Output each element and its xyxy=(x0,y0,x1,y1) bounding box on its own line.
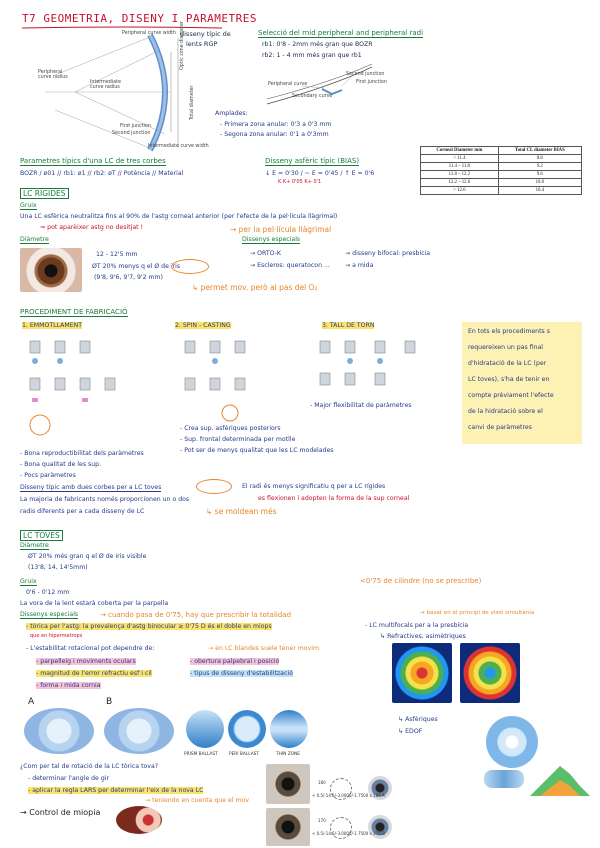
diagram-label: Optic zone diameter xyxy=(180,21,185,70)
diagram-label: Second junction xyxy=(112,131,151,136)
rotation-factor: - forma i mida cornia xyxy=(36,682,101,689)
table-header: Corneal Diameter mm xyxy=(421,147,499,155)
diametre-heading: Diàmetre xyxy=(20,236,49,243)
fabrication-process-diagrams xyxy=(20,333,460,433)
radius-note: El radi és menys significatiu q per a LC rígides xyxy=(242,483,386,490)
multifocal-type: ↳ Asfèriques xyxy=(398,716,438,723)
rotation-note: → teniendo en cuenta que el mov. xyxy=(145,797,251,804)
simultaneous-note: → basat en el principi de visió simultània xyxy=(420,610,535,616)
especial-item: → a mida xyxy=(345,262,374,269)
figure-label: A xyxy=(28,697,35,707)
toves-heading: LC TOVES xyxy=(20,530,63,541)
gruix-heading: Gruix xyxy=(20,202,37,209)
lens-profile-image xyxy=(484,770,524,788)
params-line: BOZR / ø01 // rb1: ø1 // rb2: øT // Potència // Material xyxy=(20,170,184,177)
lens-label: THIN ZONE xyxy=(276,752,300,757)
iris-circle-mark xyxy=(171,259,209,274)
diametre-text: 12 - 12'5 mm xyxy=(96,251,138,258)
junction-diagram xyxy=(262,64,412,109)
lens-note: lents RGP xyxy=(186,40,218,48)
note-line: compte prèviament l'efecte xyxy=(468,392,554,399)
toric-text: - tòrica per l'astg: la prevalença d'astg binocular ≥ 0'75 D és el doble en miops xyxy=(26,623,272,630)
multifocal-heading: - LC multifocals per a la presbícia xyxy=(365,622,469,629)
hydration-sticky-note xyxy=(462,322,582,444)
rb2-text: rb2: 1 - 4 mm més gran que rb1 xyxy=(262,52,362,59)
lars-rx-line: < 0.5/-14.5/-3.0000/-1.7500 x 170 B xyxy=(312,831,385,836)
amplades-line: - Segona zona anular: 0'1 a 0'3mm xyxy=(220,131,329,138)
fabrication-heading: PROCEDIMENT DE FABRICACIÓ xyxy=(20,308,128,316)
diametre-text: ØT 20% menys q el Ø de iris xyxy=(92,263,181,270)
lars-axis-label: 180 xyxy=(318,780,326,785)
slit-lamp-photo xyxy=(266,808,310,846)
moulding-note: - Bona reproductibilitat dels paràmetres xyxy=(20,450,144,457)
diagram-label: First junction xyxy=(356,80,387,85)
edof-lens-image xyxy=(486,716,538,768)
toves-diametre-text: ØT 20% més gran q el Ø de iris visible xyxy=(28,553,147,560)
diagram-label: Intermediate curve radius xyxy=(90,80,121,90)
astg-warning: ⇒ pot aparèixer astg no desitjat ! xyxy=(40,224,143,231)
params-heading: Parametres típics d'una LC de tres corbes xyxy=(20,157,166,165)
rotation-factor: - parpelleig i moviments oculars xyxy=(36,658,136,665)
lens-cross-section-diagram xyxy=(30,21,220,155)
spin-note: - Crea sup. asfèriques posteriors xyxy=(180,425,281,432)
rotation-step: - determinar l'angle de gir xyxy=(28,775,110,782)
page-title: T7 GEOMETRIA, DISENY I PARAMETRES xyxy=(22,12,258,25)
lars-axis-label: 170 xyxy=(318,818,326,823)
diagram-label: Peripheral curve width xyxy=(122,31,176,36)
lens-label: PRISM BALLAST xyxy=(184,752,218,757)
toves-gruix-text: La vora de la lent estarà coberta per la parpella xyxy=(20,600,169,607)
diameter-table xyxy=(420,146,582,195)
note-line: requereixen un pas final xyxy=(468,344,544,351)
cylinder-note: <0'75 de cilindre (no se prescribe) xyxy=(360,577,482,585)
toves-circle-mark xyxy=(196,479,232,494)
spin-note: - Sup. frontal determinada per motlle xyxy=(180,436,296,443)
oxygen-note: ↳ permet mov. però al pas del O₂ xyxy=(192,283,318,292)
diagram-label: Secondary curve xyxy=(292,94,333,99)
gruix-text: Una LC esfèrica neutralitza fins al 90% de l'astg corneal anterior (per l'efecte de la pel·lícula llàgrimal) xyxy=(20,213,338,220)
rb1-text: rb1: 0'8 - 2mm més gran que BOZR xyxy=(262,41,373,48)
diagram-label: First junction xyxy=(120,124,151,129)
table-row: < 11.4 8.8 xyxy=(421,155,582,163)
amplades-line: - Primera zona anular: 0'3 a 0'3 mm xyxy=(220,121,332,128)
prescribe-note: → cuando pasa de 0'75, hay que prescribir la totalidad xyxy=(100,611,292,619)
lars-rx-line: < 0.5/-14.5/-3.0000/-1.7500 x 180 A xyxy=(312,793,385,798)
amplades-heading: Amplades: xyxy=(215,110,248,117)
multifocal-type: ↳ Refractives, asimètriques xyxy=(380,633,466,640)
step-moulding: 1. EMMOTLLAMENT xyxy=(22,322,83,329)
toves-diametre-heading: Diàmetre xyxy=(20,542,49,549)
moulding-note: - Pocs paràmetres xyxy=(20,472,76,479)
step-lathe: 3. TALL DE TORN xyxy=(322,322,375,329)
table-row: 12.2 – 12.6 10.0 xyxy=(421,179,582,187)
toves-gruix-heading: Gruix xyxy=(20,578,37,585)
dual-curve-text: radis diferents per a cada disseny de LC xyxy=(20,508,145,515)
toric-lens-figure-b xyxy=(104,708,174,754)
especial-item: → disseny bifocal: presbícia xyxy=(345,250,431,257)
tear-film-note: → per la pel·lícula llàgrimal xyxy=(230,225,332,234)
table-row: > 12.6 10.4 xyxy=(421,187,582,195)
topography-map xyxy=(460,643,520,703)
note-line: En tots els procediments s xyxy=(468,328,550,335)
note-line: de la hidratació sobre el xyxy=(468,408,543,415)
rotation-factor: - obertura palpebral i posició xyxy=(190,658,280,665)
dual-curve-text: La majoria de fabricants només proporcionen un o dos xyxy=(20,496,190,503)
rotation-factor: - tipus de disseny d'estabilització xyxy=(190,670,293,677)
diagram-label: Peripheral curve xyxy=(268,82,308,87)
note-line: LC toves), s'ha de tenir en xyxy=(468,376,550,383)
aspheric-line: ↓ E = 0'30 / ~ E = 0'45 / ↑ E = 0'6 xyxy=(265,170,375,177)
slit-lamp-photo xyxy=(266,764,310,804)
dual-curve-heading: Disseny típic amb dues corbes per a LC toves xyxy=(20,484,162,491)
aspheric-sub: K K+ 0'05 K+ 0'1 xyxy=(278,179,322,185)
selection-heading: Selecció del rnid peripheral and peripheral radi xyxy=(258,29,424,37)
note-line: canvi de paràmetres xyxy=(468,424,532,431)
lathe-note: - Major flexibilitat de paràmetres xyxy=(310,402,412,409)
especial-item: → Escleros: queratocon ... xyxy=(250,262,330,269)
aspheric-heading: Disseny asfèric típic (BIAS) xyxy=(265,157,360,165)
diagram-label: Total diameter xyxy=(190,85,195,120)
especial-item: → ORTO-K xyxy=(250,250,281,257)
table-row: 11.4 – 11.8 9.2 xyxy=(421,163,582,171)
mould-note: ↳ se moldean més xyxy=(206,507,277,516)
eye-photo xyxy=(20,248,82,292)
moulding-note: - Bona qualitat de les sup. xyxy=(20,461,102,468)
myopia-heading: → Control de miopia xyxy=(20,808,101,817)
edof-histogram xyxy=(530,762,590,796)
thin-zone-lens xyxy=(270,710,308,748)
diagram-label: Intermediate curve width xyxy=(148,144,209,149)
diagram-label: Second junction xyxy=(346,72,385,77)
rotation-factor: - magnitud de l'error refractiu esf i cil xyxy=(36,670,152,677)
rotation-note: → en LC blandes suele tener movim. xyxy=(208,645,321,652)
peri-ballast-lens xyxy=(228,710,266,748)
toves-diametre-text: (13'8, 14, 14'5mm) xyxy=(28,564,88,571)
rotation-question: ¿Com per tal de rotació de la LC tòrica tova? xyxy=(20,763,159,770)
rotation-heading: - L'estabilitat rotacional pot dependre de: xyxy=(26,645,155,652)
step-spin-casting: 2. SPIN - CASTING xyxy=(175,322,231,329)
topography-map xyxy=(392,643,452,703)
figure-label: B xyxy=(106,697,113,707)
table-header: Total CL diameter BIAS xyxy=(498,147,581,155)
eye-globe-diagram xyxy=(116,806,162,834)
rigides-heading: LC RÍGIDES xyxy=(20,188,69,199)
lens-label: PERI BALLAST xyxy=(229,752,259,757)
diametre-text: (9'8, 9'6, 9'7, 9'2 mm) xyxy=(94,274,163,281)
toric-text: que en hipermetrops xyxy=(30,633,83,639)
note-line: d'hidratació de la LC (per xyxy=(468,360,547,367)
toric-lens-figure-a xyxy=(24,708,94,754)
prism-ballast-lens xyxy=(186,710,224,748)
especials-heading: Dissenys especials xyxy=(242,236,301,243)
spin-note: - Pot ser de menys qualitat que les LC modelades xyxy=(180,447,334,454)
radius-note: es flexionen i adopten la forma de la sup corneal xyxy=(258,495,410,502)
table-row: 11.8 – 12.2 9.6 xyxy=(421,171,582,179)
rotation-step: - aplicar la regla LARS per determinar l'eix de la nova LC xyxy=(28,787,204,794)
diagram-label: Peripheral curve radius xyxy=(38,70,68,80)
lens-note: disseny típic de xyxy=(180,30,231,38)
toves-gruix-text: 0'6 - 0'12 mm xyxy=(26,589,70,596)
toves-especials-heading: Dissenys especials xyxy=(20,611,79,618)
multifocal-type: ↳ EDOF xyxy=(398,728,423,735)
